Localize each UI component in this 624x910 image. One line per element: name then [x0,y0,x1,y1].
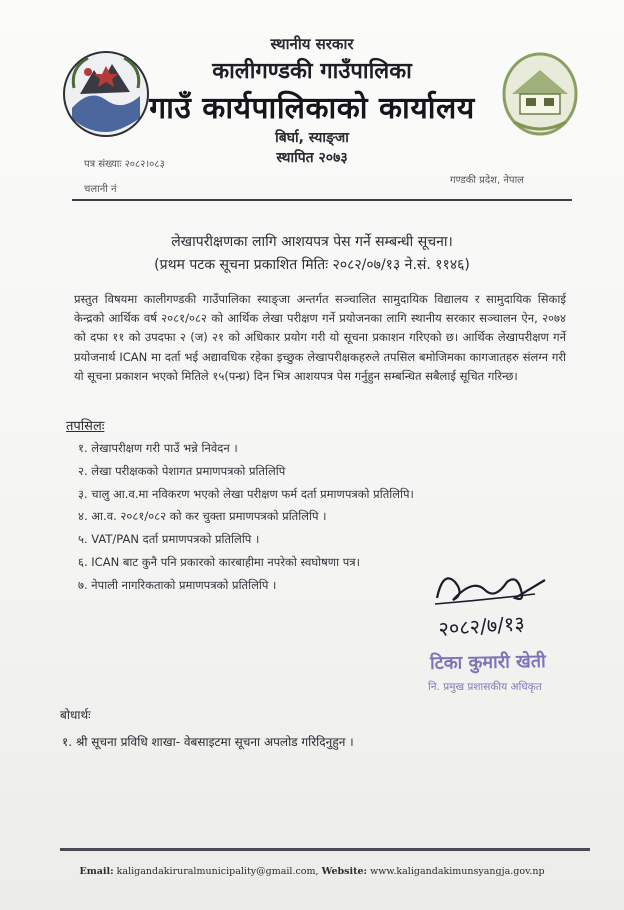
bodhartha-item: १. श्री सूचना प्रविधि शाखा- वेबसाइटमा सूचना अपलोड गरिदिनुहुन । [62,735,354,749]
dispatch-number: चलानी नं [84,184,117,195]
list-item: ४. आ.व. २०८१/०८२ को कर चुक्ता प्रमाणपत्रको प्रतिलिपि । [78,509,327,524]
header-divider [72,199,572,201]
list-item: ३. चालु आ.व.मा नविकरण भएको लेखा परीक्षण फर्म दर्ता प्रमाणपत्रको प्रतिलिपि। [78,486,414,501]
list-item: ७. नेपाली नागरिकताको प्रमाणपत्रको प्रतिलिपि । [78,577,277,592]
publication-date: (प्रथम पटक सूचना प्रकाशित मितिः २०८२/०७/१३ ने.सं. ११४६) [154,257,470,273]
footer-contact [0,866,624,877]
office-title: गाउँ कार्यपालिकाको कार्यालय [149,91,475,126]
province-label: गण्डकी प्रदेश, नेपाल [450,175,524,186]
email-label: Email: [79,866,114,877]
website-label: Website: [321,866,368,877]
municipality-name: कालीगण्डकी गाउँपालिका [212,59,412,84]
list-item: २. लेखा परीक्षकको पेशागत प्रमाणपत्रको प्रतिलिपि [78,463,286,478]
letter-number: पत्र संख्याः २०८२।०८३ [84,159,165,170]
signature-date: २०८२/७/१३ [437,611,526,641]
office-address: बिर्घा, स्याङ्जा [275,130,349,146]
bodhartha-heading: बोधार्थः [60,708,91,722]
tapasil-heading: तपसिलः [66,419,105,434]
notice-subject: लेखापरीक्षणका लागि आशयपत्र पेस गर्ने सम्बन्धी सूचना। [171,234,453,250]
email-address: kaligandakiruralmunicipality@gmail.com, [116,866,319,877]
list-item: १. लेखापरीक्षण गरी पाउँ भन्ने निवेदन । [78,441,238,455]
list-item: ५. VAT/PAN दर्ता प्रमाणपत्रको प्रतिलिपि । [78,532,260,547]
government-label: स्थानीय सरकार [270,35,354,53]
stamp-title: नि. प्रमुख प्रशासकीय अधिकृत [428,681,542,693]
notice-body: प्रस्तुत विषयमा कालीगण्डकी गाउँपालिका स्याङ्जा अन्तर्गत सञ्चालित सामुदायिक विद्यालय र सामुदायिक सिकाई केन्द्रको आर्थिक वर्ष २०८१/०८२ को आर्थिक लेखा परीक्षण गर्ने प्रयोजनका लागि स्थानीय सरकार सञ्चालन ऐन, २०७४ को दफा ११ को उपदफा २ (ज) २१ को अधिकार प्रयोग गरी यो सूचना प्रकाशन गरिएको छ। आर्थिक लेखापरीक्षण गर्ने प्रयोजनार्थ ICAN मा दर्ता भई अद्यावधिक रहेका इच्छुक लेखापरीक्षकहरुले तपसिल बमोजिमका कागजातहरु संलग्न गरी यो सूचना प्रकाशन भएको मितिले १५(पन्ध्र) दिन भित्र आशयपत्र पेस गर्नुहुन सम्बन्धित सबैलाई सूचित गरिन्छ। [74,292,566,383]
list-item: ६. ICAN बाट कुनै पनि प्रकारको कारबाहीमा नपरेको स्वघोषणा पत्र। [78,554,360,569]
established-label: स्थापित २०७३ [276,150,348,166]
website-url: www.kaligandakimunsyangja.gov.np [370,866,545,877]
handwritten-signature [425,560,585,650]
document-list [78,437,414,597]
footer-divider [60,848,590,851]
stamp-name: टिका कुमारी खेती [429,650,546,675]
